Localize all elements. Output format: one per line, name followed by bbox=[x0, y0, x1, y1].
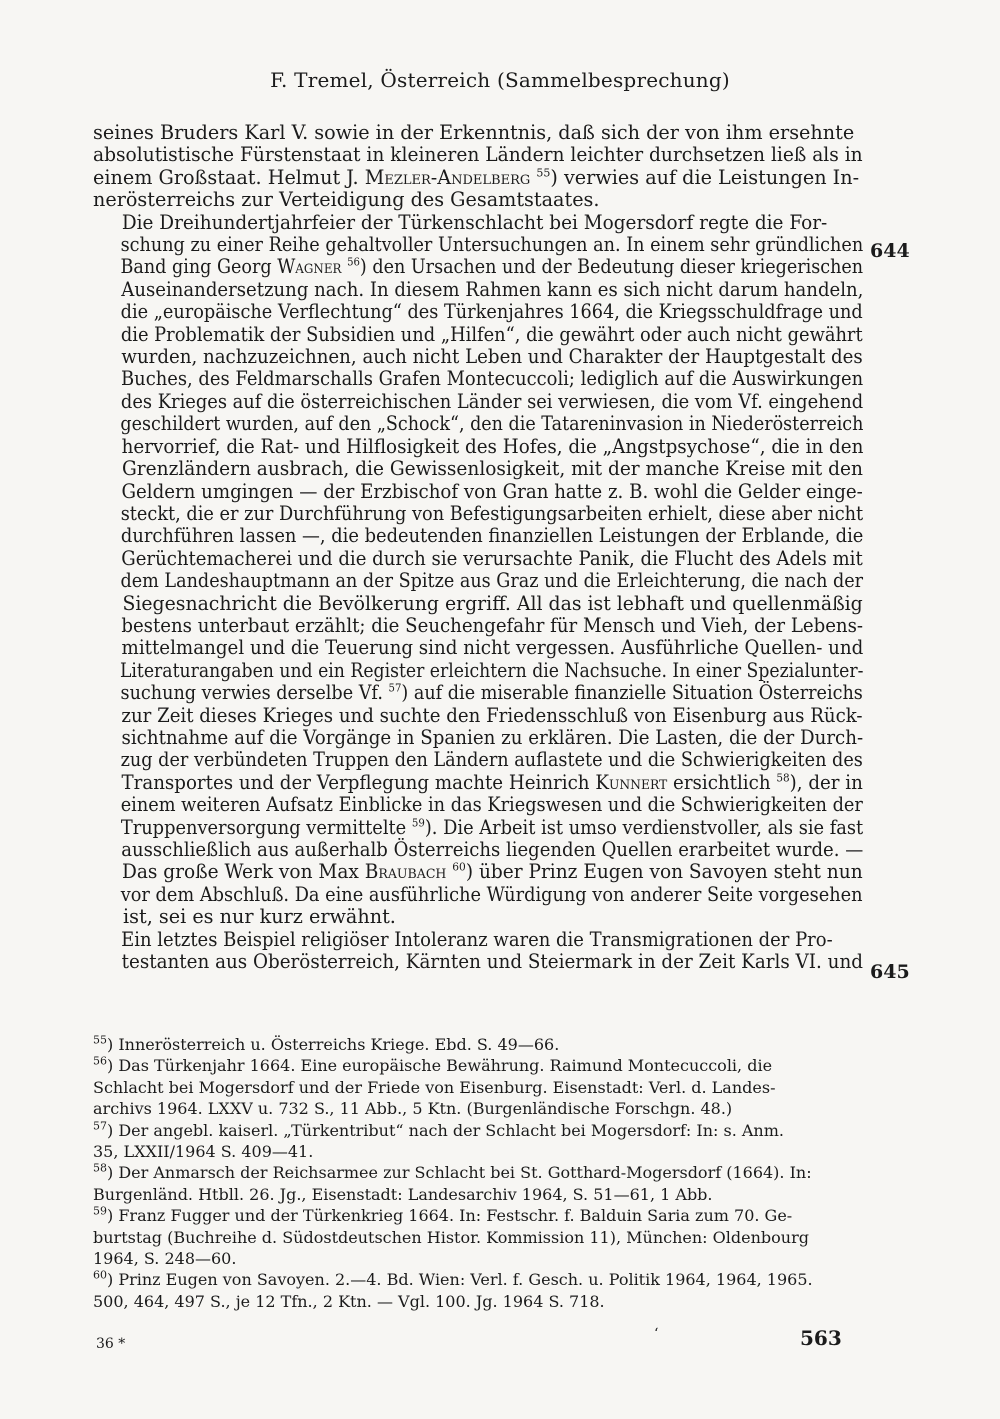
author-name: Kunnert bbox=[595, 770, 668, 794]
footnote-mark: 55 bbox=[93, 1033, 107, 1047]
text-line: einem weiteren Aufsatz Einblicke in das Kriegswesen und die Schwierigkeiten der bbox=[120, 793, 863, 817]
footnote-line bbox=[93, 1034, 863, 1055]
text-run: ) verwies auf die Leistungen In- bbox=[550, 165, 860, 189]
text-line: geschildert wurden, auf den „Schock“, den die Tatareninvasion in Niederösterreich bbox=[120, 412, 864, 436]
footnote-mark: 57 bbox=[93, 1119, 107, 1133]
text-line bbox=[93, 815, 864, 839]
footnote-line bbox=[93, 1162, 863, 1183]
text-line: Buches, des Feldmarschalls Grafen Montecuccoli; lediglich auf die Auswirkungen bbox=[121, 367, 864, 391]
text-line: ist, sei es nur kurz erwähnt. bbox=[123, 905, 396, 929]
footnote-56 bbox=[93, 1055, 863, 1119]
author-name: Wagner bbox=[277, 255, 342, 279]
footnote-ref: 58 bbox=[776, 771, 790, 785]
text-run: ). Die Arbeit ist umso verdienstvoller, als sie fast bbox=[424, 815, 864, 839]
text-line bbox=[93, 860, 863, 884]
text-line: Siegesnachricht die Bevölkerung ergriff. All das ist lebhaft und quellenmäßig bbox=[122, 591, 863, 615]
text-line: sichtnahme auf die Vorgänge in Spanien zu erklären. Die Lasten, die der Durch- bbox=[121, 725, 864, 749]
text-line: absolutistische Fürstenstaat in kleineren Ländern leichter durchsetzen ließ als in bbox=[93, 143, 863, 167]
text-line: die „europäische Verflechtung“ des Türkenjahres 1664, die Kriegsschuldfrage und bbox=[120, 300, 863, 324]
footnote-60 bbox=[93, 1269, 863, 1312]
footnote-line bbox=[93, 1120, 863, 1141]
text-line: bestens unterbaut erzählt; die Seuchengefahr für Mensch und Vieh, der Lebens- bbox=[121, 613, 864, 637]
footnote-mark: 58 bbox=[93, 1162, 107, 1176]
text-line: Literaturangaben und ein Register erleichtern die Nachsuche. In einer Spezialunter- bbox=[119, 658, 864, 682]
footnote-ref: 55 bbox=[536, 166, 551, 180]
text-line: Auseinandersetzung nach. In diesem Rahmen kann es sich nicht darum handeln, bbox=[121, 277, 864, 301]
footnote-line bbox=[93, 1205, 863, 1226]
running-head: F. Tremel, Österreich (Sammelbesprechung) bbox=[270, 68, 730, 92]
footnote-59 bbox=[93, 1205, 863, 1269]
text-run: Truppenversorgung vermittelte bbox=[120, 815, 412, 839]
text-run: ) Franz Fugger und der Türkenkrieg 1664. In: Festschr. f. Balduin Saria zum 70. Ge- bbox=[107, 1206, 793, 1226]
text-run: ), der in bbox=[789, 770, 863, 794]
footnote-ref: 59 bbox=[411, 816, 425, 830]
footnote-mark: 60 bbox=[93, 1269, 107, 1283]
text-line: schung zu einer Reihe gehaltvoller Untersuchungen an. In einem sehr gründlichen bbox=[120, 233, 864, 257]
footnote-58 bbox=[93, 1162, 863, 1205]
text-run: suchung verwies derselbe Vf. bbox=[120, 681, 389, 705]
text-run: Das große Werk von Max bbox=[121, 860, 365, 884]
text-run: einem Großstaat. Helmut J. bbox=[93, 165, 365, 189]
print-mark: ‘ bbox=[654, 1326, 659, 1342]
footnote-mark: 56 bbox=[93, 1055, 107, 1069]
text-run: Transportes und der Verpflegung machte Heinrich bbox=[121, 770, 596, 794]
text-line bbox=[93, 167, 863, 189]
text-run: ) Prinz Eugen von Savoyen. 2.—4. Bd. Wien: Verl. f. Gesch. u. Politik 1964, 1964, 1965. bbox=[107, 1270, 813, 1290]
paragraph-2 bbox=[93, 212, 863, 929]
text-line: mittelmangel und die Teuerung sind nicht vergessen. Ausführliche Quellen- und bbox=[121, 636, 864, 660]
text-line bbox=[93, 681, 863, 705]
text-line bbox=[93, 255, 864, 279]
page-number: 563 bbox=[800, 1326, 842, 1350]
printer-signature: 36 * bbox=[96, 1336, 126, 1352]
margin-number-644: 644 bbox=[870, 240, 910, 262]
text-line: die Problematik der Subsidien und „Hilfen“, die gewährt oder auch nicht gewährt bbox=[120, 322, 863, 346]
text-run: ) Der angebl. kaiserl. „Türkentribut“ nach der Schlacht bei Mogersdorf: In: s. Anm. bbox=[107, 1120, 784, 1140]
footnote-line: 35, LXXII/1964 S. 409—41. bbox=[93, 1142, 314, 1162]
footnote-line bbox=[93, 1055, 863, 1076]
text-run: ) Innerösterreich u. Österreichs Kriege. Ebd. S. 49—66. bbox=[107, 1035, 560, 1054]
footnote-line: 500, 464, 497 S., je 12 Tfn., 2 Ktn. — Vgl. 100. Jg. 1964 S. 718. bbox=[93, 1291, 605, 1311]
text-run: ersichtlich bbox=[667, 770, 777, 794]
text-line: seines Bruders Karl V. sowie in der Erkenntnis, daß sich der von ihm ersehnte bbox=[93, 121, 855, 144]
footnote-line: 1964, S. 248—60. bbox=[93, 1249, 237, 1269]
text-run: Band ging Georg bbox=[120, 255, 278, 279]
text-run: ) Der Anmarsch der Reichsarmee zur Schlacht bei St. Gotthard-Mogersdorf (1664). In: bbox=[107, 1163, 812, 1183]
text-run: ) den Ursachen und der Bedeutung dieser kriegerischen bbox=[359, 255, 864, 279]
text-line: wurden, nachzuzeichnen, auch nicht Leben und Charakter der Hauptgestalt des bbox=[121, 345, 863, 369]
text-line: Ein letztes Beispiel religiöser Intoleranz waren die Transmigrationen der Pro- bbox=[121, 927, 833, 951]
footnote-ref: 56 bbox=[347, 256, 360, 270]
author-name: Mezler-Andelberg bbox=[364, 165, 531, 189]
text-line: Gerüchtemacherei und die durch sie verursachte Panik, die Flucht des Adels mit bbox=[121, 546, 863, 570]
text-run: ) Das Türkenjahr 1664. Eine europäische Bewährung. Raimund Montecuccoli, die bbox=[107, 1056, 773, 1076]
paragraph-3 bbox=[93, 929, 863, 974]
text-run: ) auf die miserable finanzielle Situation Österreichs bbox=[401, 681, 863, 705]
text-line: steckt, die er zur Durchführung von Befestigungsarbeiten erhielt, diese aber nicht bbox=[120, 501, 864, 525]
text-line: nerösterreichs zur Verteidigung des Gesamtstaates. bbox=[93, 188, 600, 212]
text-line: vor dem Abschluß. Da eine ausführliche Würdigung von anderer Seite vorgesehen bbox=[120, 882, 863, 906]
footnote-line: burtstag (Buchreihe d. Südostdeutschen Histor. Kommission 11), München: Oldenbourg bbox=[93, 1227, 809, 1247]
footnote-55 bbox=[93, 1034, 863, 1055]
text-line bbox=[93, 770, 863, 794]
footnote-57 bbox=[93, 1120, 863, 1163]
text-line: durchführen lassen —, die bedeutenden finanziellen Leistungen der Erblande, die bbox=[120, 524, 864, 548]
body-text bbox=[93, 122, 863, 973]
text-line: zur Zeit dieses Krieges und suchte den Friedensschluß von Eisenburg aus Rück- bbox=[121, 703, 863, 727]
text-run: ) über Prinz Eugen von Savoyen steht nun bbox=[465, 860, 863, 884]
author-name: Braubach bbox=[364, 860, 447, 884]
footnotes bbox=[93, 1034, 863, 1312]
footnote-line: archivs 1964. LXXV u. 732 S., 11 Abb., 5 Ktn. (Burgenländische Forschgn. 48.) bbox=[93, 1099, 733, 1119]
margin-number-645: 645 bbox=[870, 961, 910, 983]
paragraph-1 bbox=[93, 122, 863, 212]
footnote-line: Burgenländ. Htbll. 26. Jg., Eisenstadt: Landesarchiv 1964, S. 51—61, 1 Abb. bbox=[93, 1184, 713, 1204]
text-line: des Krieges auf die österreichischen Länder sei verwiesen, die vom Vf. eingehend bbox=[120, 389, 864, 413]
footnote-line: Schlacht bei Mogersdorf und der Friede von Eisenburg. Eisenstadt: Verl. d. Landes- bbox=[93, 1077, 776, 1097]
text-line: ausschließlich aus außerhalb Österreichs liegenden Quellen erarbeitet wurde. — bbox=[121, 838, 864, 861]
footnote-line bbox=[93, 1269, 863, 1290]
text-line: Die Dreihundertjahrfeier der Türkenschlacht bei Mogersdorf regte die For- bbox=[121, 210, 828, 234]
text-line: Geldern umgingen — der Erzbischof von Gran hatte z. B. wohl die Gelder einge- bbox=[121, 479, 863, 503]
text-line: zug der verbündeten Truppen den Ländern auflastete und die Schwierigkeiten des bbox=[120, 748, 863, 772]
text-line: testanten aus Oberösterreich, Kärnten und Steiermark in der Zeit Karls VI. und bbox=[121, 950, 863, 974]
footnote-mark: 59 bbox=[93, 1204, 107, 1218]
footnote-ref: 60 bbox=[452, 861, 466, 875]
text-line: dem Landeshauptmann an der Spitze aus Graz und die Erleichterung, die nach der bbox=[120, 569, 864, 593]
text-line: Grenzländern ausbrach, die Gewissenlosigkeit, mit der manche Kreise mit den bbox=[121, 457, 863, 481]
text-line: hervorrief, die Rat- und Hilflosigkeit des Hofes, die „Angstpsychose“, die in den bbox=[121, 434, 864, 458]
footnote-ref: 57 bbox=[388, 681, 402, 695]
